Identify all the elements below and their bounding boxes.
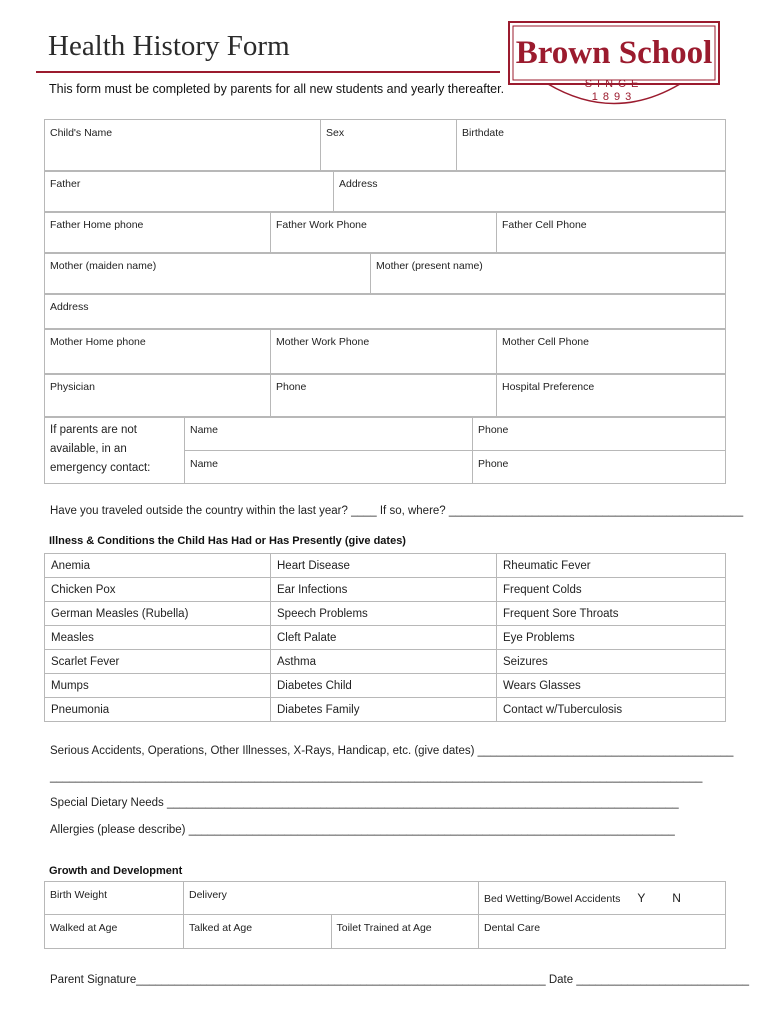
logo-year: 1893 xyxy=(591,91,637,103)
serious-accidents-line[interactable]: Serious Accidents, Operations, Other Illnesses, X-Rays, Handicap, etc. (give dates) ________________________________________ xyxy=(50,745,734,757)
emergency-phone-2-field[interactable] xyxy=(473,451,726,484)
childs-name-field[interactable] xyxy=(45,120,321,172)
birth-weight-label: Birth Weight xyxy=(50,889,107,901)
walked-label: Walked at Age xyxy=(50,922,118,934)
mother-maiden-label: Mother (maiden name) xyxy=(50,260,157,272)
condition-cell[interactable]: Cleft Palate xyxy=(271,626,497,650)
conditions-row xyxy=(45,626,726,650)
father-cell-label: Father Cell Phone xyxy=(502,219,587,231)
father-home-field[interactable] xyxy=(45,212,271,254)
toilet-label: Toilet Trained at Age xyxy=(336,922,432,934)
walked-field[interactable] xyxy=(45,915,184,949)
toilet-field[interactable] xyxy=(331,915,479,949)
physician-table xyxy=(44,373,726,418)
condition-cell[interactable]: Wears Glasses xyxy=(497,674,726,698)
condition-cell[interactable]: Pneumonia xyxy=(45,698,271,722)
emergency-name-1-label: Name xyxy=(190,424,219,436)
emergency-name-1-field[interactable] xyxy=(185,417,473,451)
emergency-table xyxy=(44,416,726,484)
mother-present-label: Mother (present name) xyxy=(376,260,483,272)
father-home-label: Father Home phone xyxy=(50,219,144,231)
father-address-label: Address xyxy=(339,178,378,190)
delivery-label: Delivery xyxy=(189,889,227,901)
growth-table xyxy=(44,881,726,949)
condition-cell[interactable]: Speech Problems xyxy=(271,602,497,626)
condition-cell[interactable]: Frequent Colds xyxy=(497,578,726,602)
father-cell-field[interactable] xyxy=(497,212,726,254)
brown-school-logo xyxy=(508,21,720,109)
page-title: Health History Form xyxy=(48,30,290,62)
conditions-row xyxy=(45,578,726,602)
emergency-phone-1-label: Phone xyxy=(478,424,509,436)
mother-address-label: Address xyxy=(50,301,89,313)
mother-present-field[interactable] xyxy=(371,253,726,295)
mother-address-table xyxy=(44,293,726,330)
mother-cell-field[interactable] xyxy=(497,329,726,375)
condition-cell[interactable]: Anemia xyxy=(45,554,271,578)
hospital-field[interactable] xyxy=(497,374,726,418)
travel-question[interactable]: Have you traveled outside the country within the last year? ____ If so, where? ______________________________________________ xyxy=(50,505,744,517)
father-work-field[interactable] xyxy=(271,212,497,254)
birth-weight-field[interactable] xyxy=(45,882,184,915)
parent-signature-field[interactable]: Parent Signature________________________________________________________________ xyxy=(50,974,546,986)
condition-cell[interactable]: Mumps xyxy=(45,674,271,698)
physician-field[interactable] xyxy=(45,374,271,418)
emergency-name-2-field[interactable] xyxy=(185,451,473,484)
condition-cell[interactable]: Contact w/Tuberculosis xyxy=(497,698,726,722)
physician-phone-field[interactable] xyxy=(271,374,497,418)
dental-field[interactable] xyxy=(479,915,726,949)
mother-work-field[interactable] xyxy=(271,329,497,375)
physician-label: Physician xyxy=(50,381,95,393)
father-table xyxy=(44,170,726,213)
conditions-row xyxy=(45,698,726,722)
emergency-name-2-label: Name xyxy=(190,458,219,470)
mother-address-field[interactable] xyxy=(45,294,726,330)
condition-cell[interactable]: Heart Disease xyxy=(271,554,497,578)
mother-cell-label: Mother Cell Phone xyxy=(502,336,589,348)
yes-option[interactable]: Y xyxy=(637,891,646,905)
condition-cell[interactable]: Asthma xyxy=(271,650,497,674)
father-field[interactable] xyxy=(45,171,334,213)
date-field[interactable]: Date ___________________________ xyxy=(548,974,750,986)
condition-cell[interactable]: Eye Problems xyxy=(497,626,726,650)
condition-cell[interactable]: Diabetes Family xyxy=(271,698,497,722)
logo-since: SINCE xyxy=(584,78,644,90)
mother-phone-table xyxy=(44,328,726,375)
child-info-table xyxy=(44,119,726,172)
conditions-row xyxy=(45,650,726,674)
condition-cell[interactable]: German Measles (Rubella) xyxy=(45,602,271,626)
mother-work-label: Mother Work Phone xyxy=(276,336,370,348)
delivery-field[interactable] xyxy=(184,882,479,915)
father-phone-table xyxy=(44,211,726,254)
blank-line[interactable]: ______________________________________________________________________________________________________ xyxy=(50,771,703,783)
conditions-table xyxy=(44,553,726,722)
growth-heading: Growth and Development xyxy=(49,865,183,877)
conditions-row xyxy=(45,674,726,698)
condition-cell[interactable]: Frequent Sore Throats xyxy=(497,602,726,626)
condition-cell[interactable]: Diabetes Child xyxy=(271,674,497,698)
mother-home-field[interactable] xyxy=(45,329,271,375)
intro-text: This form must be completed by parents for all new students and yearly thereafter. xyxy=(49,82,505,96)
condition-cell[interactable]: Seizures xyxy=(497,650,726,674)
condition-cell[interactable]: Ear Infections xyxy=(271,578,497,602)
signature-line xyxy=(50,974,749,986)
condition-cell[interactable]: Chicken Pox xyxy=(45,578,271,602)
conditions-row xyxy=(45,554,726,578)
special-diet-line[interactable]: Special Dietary Needs ________________________________________________________________________________ xyxy=(50,797,679,809)
emergency-phone-2-label: Phone xyxy=(478,458,509,470)
logo-name: Brown School xyxy=(515,35,713,71)
emergency-label-cell xyxy=(45,417,185,484)
father-work-label: Father Work Phone xyxy=(276,219,367,231)
emergency-phone-1-field[interactable] xyxy=(473,417,726,451)
dental-label: Dental Care xyxy=(484,922,541,934)
mother-name-table xyxy=(44,252,726,295)
no-option[interactable]: N xyxy=(672,891,681,905)
condition-cell[interactable]: Rheumatic Fever xyxy=(497,554,726,578)
talked-field[interactable] xyxy=(184,915,332,949)
sex-label: Sex xyxy=(326,127,345,139)
conditions-row xyxy=(45,602,726,626)
bed-wetting-label: Bed Wetting/Bowel Accidents xyxy=(484,893,621,905)
childs-name-label: Child's Name xyxy=(50,127,113,139)
sex-field[interactable] xyxy=(321,120,457,172)
bed-wetting-field[interactable] xyxy=(479,882,726,915)
conditions-heading: Illness & Conditions the Child Has Had or Has Presently (give dates) xyxy=(49,535,406,547)
talked-label: Talked at Age xyxy=(189,922,253,934)
birthdate-field[interactable] xyxy=(457,120,726,172)
condition-cell[interactable]: Measles xyxy=(45,626,271,650)
title-divider xyxy=(36,71,500,73)
allergies-line[interactable]: Allergies (please describe) ____________________________________________________________________________ xyxy=(50,824,675,836)
condition-cell[interactable]: Scarlet Fever xyxy=(45,650,271,674)
hospital-label: Hospital Preference xyxy=(502,381,595,393)
father-label: Father xyxy=(50,178,81,190)
physician-phone-label: Phone xyxy=(276,381,307,393)
mother-maiden-field[interactable] xyxy=(45,253,371,295)
emergency-label: If parents are not available, in an emergency contact: xyxy=(50,424,151,474)
mother-home-label: Mother Home phone xyxy=(50,336,146,348)
birthdate-label: Birthdate xyxy=(462,127,505,139)
father-address-field[interactable] xyxy=(334,171,726,213)
